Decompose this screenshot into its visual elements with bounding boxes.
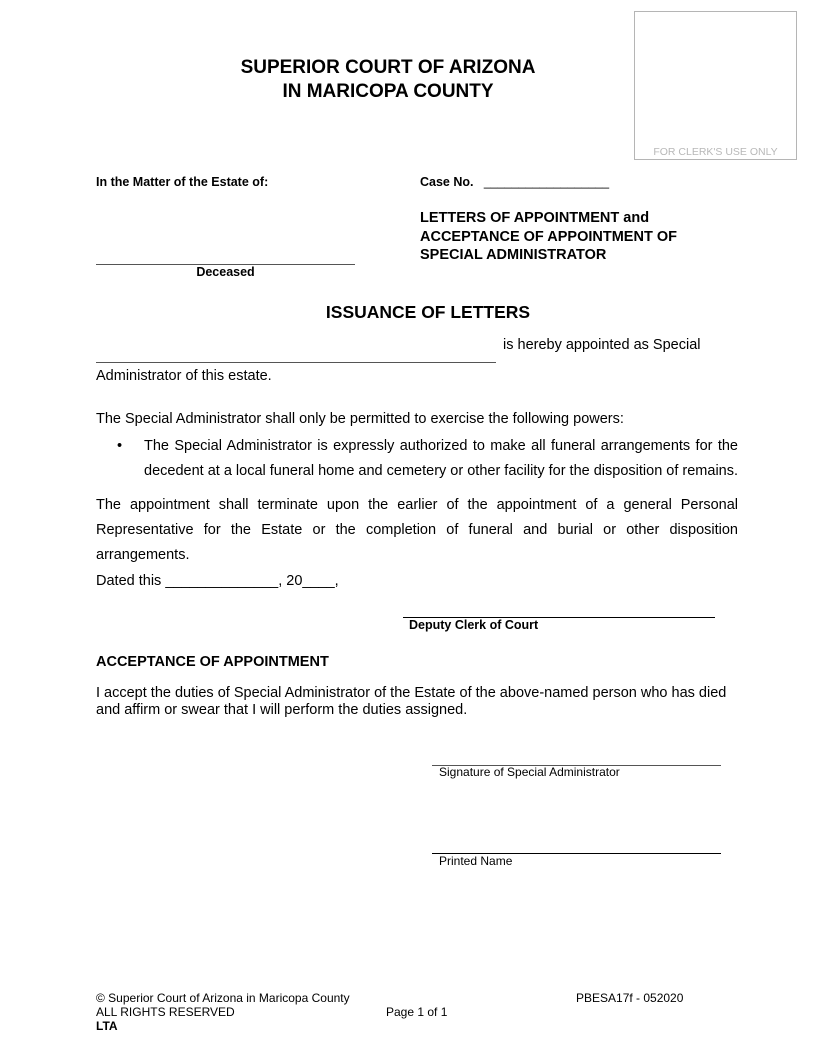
acceptance-heading: ACCEPTANCE OF APPOINTMENT [96,654,329,670]
issuance-heading: ISSUANCE OF LETTERS [325,302,531,322]
termination-text: The appointment shall terminate upon the earlier of the appointment of a general Personal Representative for the Estate or the completion of funeral and burial or other disposition arrangements. [96,497,738,563]
document-title [420,209,677,265]
powers-intro: The Special Administrator shall only be permitted to exercise the following powers: [96,411,624,427]
clerks-use-label: FOR CLERK'S USE ONLY [653,146,778,158]
deceased-label: Deceased [196,265,255,279]
clerks-use-box [634,11,797,160]
case-number-field[interactable]: __________________ [483,175,610,189]
document-title-line3: SPECIAL ADMINISTRATOR [420,247,607,263]
deputy-clerk-label: Deputy Clerk of Court [409,618,539,632]
footer-code: LTA [96,1019,118,1033]
case-number-label: Case No. [420,175,474,189]
special-admin-signature-label: Signature of Special Administrator [439,765,620,779]
footer-page-number: Page 1 of 1 [386,1005,448,1019]
court-title-line2: IN MARICOPA COUNTY [282,81,494,102]
dated-line[interactable]: Dated this ______________, 20____, [96,573,339,589]
footer-left [96,991,350,1033]
printed-name-label: Printed Name [439,854,513,868]
powers-bullet-text: The Special Administrator is expressly authorized to make all funeral arrangements for the decedent at a local funeral home and cemetery or other facility for the disposition of remains. [144,438,739,479]
footer-copyright: © Superior Court of Arizona in Maricopa County [96,991,350,1005]
powers-bullet: • [117,438,123,454]
court-title [180,56,596,104]
footer-rights: ALL RIGHTS RESERVED [96,1005,235,1019]
appointee-name-line[interactable] [96,362,496,363]
court-title-line1: SUPERIOR COURT OF ARIZONA [240,57,536,78]
estate-matter-label: In the Matter of the Estate of: [96,175,269,189]
document-title-line1: LETTERS OF APPOINTMENT and [420,210,650,226]
appointed-continued-text: Administrator of this estate. [96,368,272,384]
acceptance-text: I accept the duties of Special Administrator of the Estate of the above-named person who has died and affirm or swear that I will perform the duties assigned. [96,685,727,718]
footer-form-id: PBESA17f - 052020 [576,991,684,1005]
appointed-text: is hereby appointed as Special [503,337,701,353]
case-number [420,175,609,189]
document-title-line2: ACCEPTANCE OF APPOINTMENT OF [420,228,677,245]
